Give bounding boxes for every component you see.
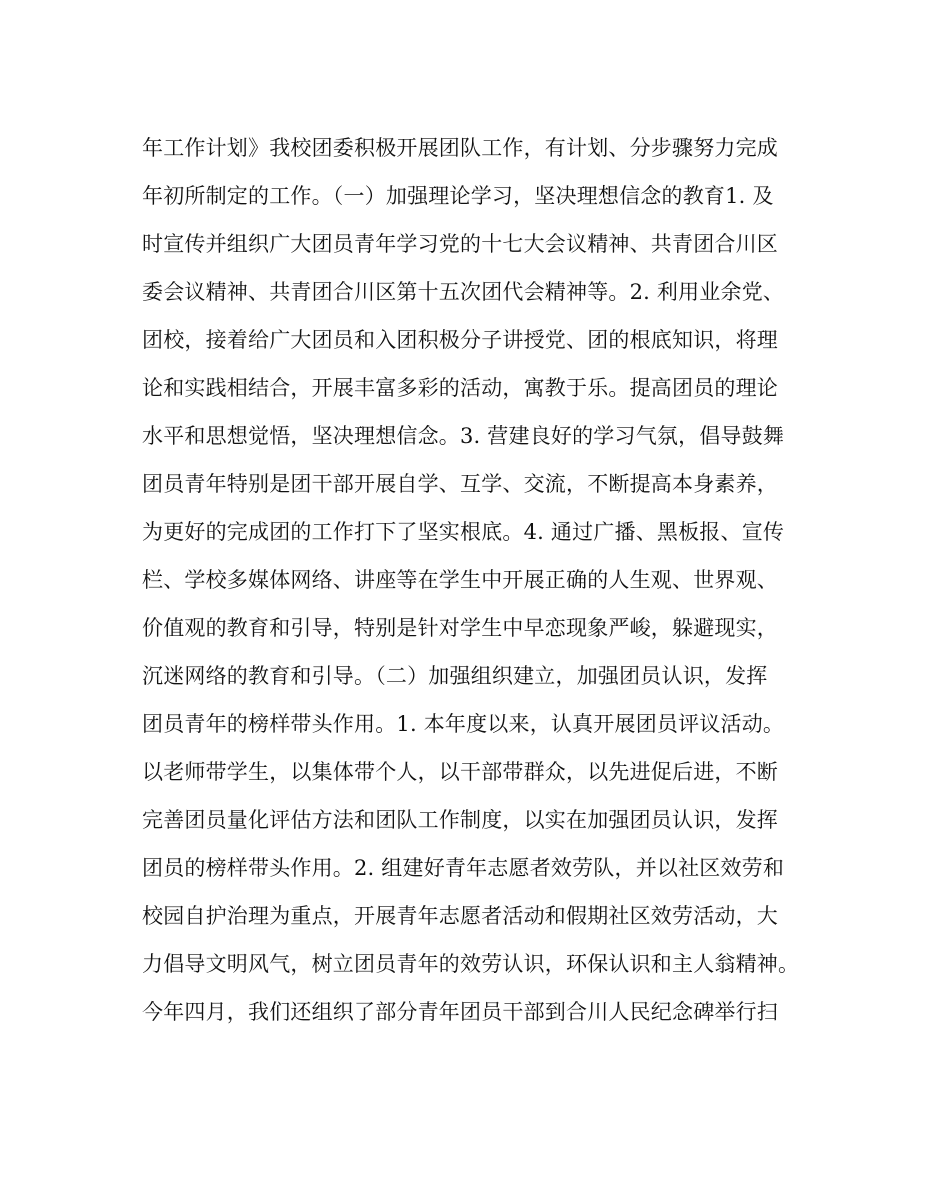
text-line-16: 团员的榜样带头作用。2. 组建好青年志愿者效劳队，并以社区效劳和	[142, 856, 785, 880]
text-line-1: 年工作计划》我校团委积极开展团队工作，有计划、分步骤努力完成	[142, 136, 778, 160]
text-line-13: 团员青年的榜样带头作用。1. 本年度以来，认真开展团员评议活动。	[142, 712, 785, 736]
text-line-19: 今年四月，我们还组织了部分青年团员干部到合川人民纪念碑举行扫	[142, 1000, 778, 1024]
text-line-4: 委会议精神、共青团合川区第十五次团代会精神等。2. 利用业余党、	[142, 280, 785, 304]
text-line-15: 完善团员量化评估方法和团队工作制度，以实在加强团员认识，发挥	[142, 808, 778, 832]
text-line-7: 水平和思想觉悟，坚决理想信念。3. 营建良好的学习气氛，倡导鼓舞	[142, 424, 785, 448]
text-line-18: 力倡导文明风气，树立团员青年的效劳认识，环保认识和主人翁精神。	[142, 952, 800, 976]
text-line-2: 年初所制定的工作。（一）加强理论学习，坚决理想信念的教育1. 及	[142, 184, 774, 208]
text-line-12: 沉迷网络的教育和引导。（二）加强组织建立，加强团员认识，发挥	[142, 664, 768, 688]
text-line-14: 以老师带学生，以集体带个人，以干部带群众，以先进促后进，不断	[142, 760, 778, 784]
text-line-6: 论和实践相结合，开展丰富多彩的活动，寓教于乐。提高团员的理论	[142, 376, 778, 400]
text-line-17: 校园自护治理为重点，开展青年志愿者活动和假期社区效劳活动，大	[142, 904, 778, 928]
text-line-5: 团校，接着给广大团员和入团积极分子讲授党、团的根底知识，将理	[142, 328, 778, 352]
body-text	[142, 124, 832, 1036]
text-line-8: 团员青年特别是团干部开展自学、互学、交流，不断提高本身素养，	[142, 472, 778, 496]
text-line-11: 价值观的教育和引导，特别是针对学生中早恋现象严峻，躲避现实，	[142, 616, 778, 640]
text-line-3: 时宣传并组织广大团员青年学习党的十七大会议精神、共青团合川区	[142, 232, 778, 256]
text-line-9: 为更好的完成团的工作打下了坚实根底。4. 通过广播、黑板报、宣传	[142, 520, 785, 544]
text-line-10: 栏、学校多媒体网络、讲座等在学生中开展正确的人生观、世界观、	[142, 568, 778, 592]
